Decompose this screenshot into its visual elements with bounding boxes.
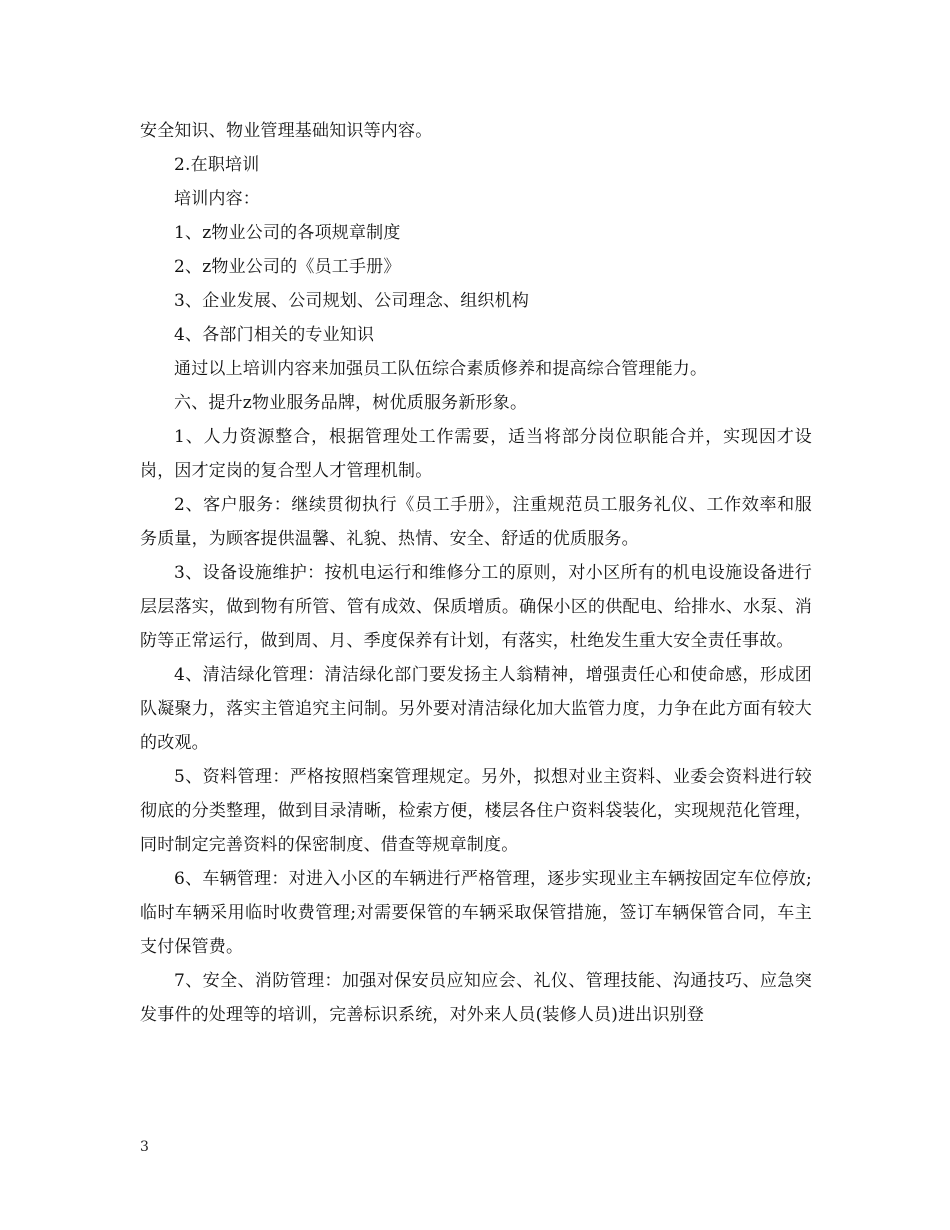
list-item: 3、企业发展、公司规划、公司理念、组织机构	[174, 291, 530, 311]
paragraph: 6、车辆管理：对进入小区的车辆进行严格管理，逐步实现业主车辆按固定车位停放;临时车辆采用临时收费管理;对需要保管的车辆采取保管措施，签订车辆保管合同，车主支付保管费。	[140, 869, 812, 957]
paragraph: 4、清洁绿化管理：清洁绿化部门要发扬主人翁精神，增强责任心和使命感，形成团队凝聚力，落实主管追究主问制。另外要对清洁绿化加大监管力度，力争在此方面有较大的改观。	[140, 665, 812, 753]
page-number: 3	[140, 1139, 149, 1155]
document-body	[140, 114, 812, 1032]
paragraph: 1、人力资源整合，根据管理处工作需要，适当将部分岗位职能合并，实现因才设岗，因才定岗的复合型人才管理机制。	[140, 427, 812, 481]
section-heading: 2.在职培训	[174, 155, 260, 175]
paragraph: 7、安全、消防管理：加强对保安员应知应会、礼仪、管理技能、沟通技巧、应急突发事件的处理等的培训，完善标识系统，对外来人员(装修人员)进出识别登	[140, 971, 812, 1025]
paragraph: 培训内容：	[174, 189, 260, 209]
list-item: 1、z物业公司的各项规章制度	[174, 223, 401, 243]
paragraph: 安全知识、物业管理基础知识等内容。	[140, 121, 433, 141]
paragraph: 通过以上培训内容来加强员工队伍综合素质修养和提高综合管理能力。	[174, 359, 708, 379]
list-item: 4、各部门相关的专业知识	[174, 325, 375, 345]
list-item: 2、z物业公司的《员工手册》	[174, 257, 401, 277]
section-heading: 六、提升z物业服务品牌，树优质服务新形象。	[174, 393, 528, 413]
paragraph: 3、设备设施维护：按机电运行和维修分工的原则，对小区所有的机电设施设备进行层层落实，做到物有所管、管有成效、保质增质。确保小区的供配电、给排水、水泵、消防等正常运行，做到周、月、季度保养有计划，有落实，杜绝发生重大安全责任事故。	[140, 563, 812, 651]
paragraph: 2、客户服务：继续贯彻执行《员工手册》，注重规范员工服务礼仪、工作效率和服务质量，为顾客提供温馨、礼貌、热情、安全、舒适的优质服务。	[140, 495, 812, 549]
paragraph: 5、资料管理：严格按照档案管理规定。另外，拟想对业主资料、业委会资料进行较彻底的分类整理，做到目录清晰，检索方便，楼层各住户资料袋装化，实现规范化管理，同时制定完善资料的保密制度、借查等规章制度。	[140, 767, 812, 855]
